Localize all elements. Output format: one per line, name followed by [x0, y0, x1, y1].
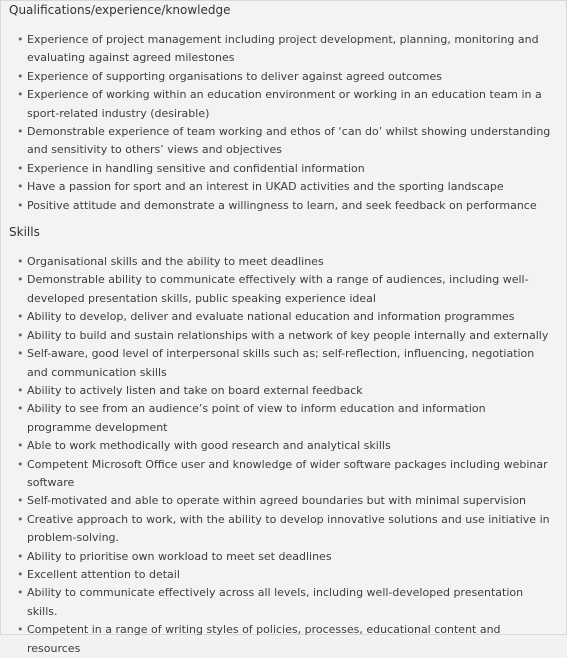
- bullet-icon: •: [17, 494, 24, 508]
- skill-item-text: Ability to actively listen and take on board external feedback: [27, 383, 363, 397]
- bullet-icon: •: [17, 88, 24, 102]
- qualification-item-text: Experience in handling sensitive and confidential information: [27, 161, 365, 175]
- bullet-icon: •: [17, 310, 24, 324]
- bullet-icon: •: [17, 586, 24, 600]
- skills-heading: Skills: [9, 225, 40, 240]
- skill-item-text: Organisational skills and the ability to meet deadlines: [27, 255, 324, 269]
- skill-item: [17, 456, 566, 493]
- qualification-item: [17, 178, 566, 196]
- bullet-icon: •: [17, 33, 24, 46]
- skill-item-text: Ability to develop, deliver and evaluate national education and information programmes: [27, 310, 515, 324]
- skill-item: [17, 584, 566, 621]
- skill-item: [17, 437, 566, 455]
- qualification-item: [17, 197, 566, 215]
- qualification-item-text: Experience of supporting organisations to deliver against agreed outcomes: [27, 69, 443, 83]
- skill-item: [17, 400, 566, 437]
- qualification-item-text: Experience of working within an education environment or working in an education team in a sport-related industry (desirable): [27, 88, 542, 120]
- bullet-icon: •: [17, 402, 24, 416]
- bullet-icon: •: [17, 439, 24, 453]
- bullet-icon: •: [17, 457, 24, 471]
- bullet-icon: •: [17, 198, 24, 212]
- bullet-icon: •: [17, 512, 24, 526]
- skill-item: [17, 382, 566, 400]
- bullet-icon: •: [17, 125, 24, 139]
- bullet-icon: •: [17, 69, 24, 83]
- skill-item: [17, 566, 566, 584]
- bullet-icon: •: [17, 255, 24, 269]
- skill-item-text: Excellent attention to detail: [27, 567, 180, 581]
- skill-item-text: Creative approach to work, with the ability to develop innovative solutions and use initiative in problem-solving.: [27, 512, 550, 545]
- qualification-item-text: Experience of project management including project development, planning, monitoring and evaluating against agreed milestones: [27, 33, 539, 65]
- skill-item-text: Ability to communicate effectively across all levels, including well-developed presentation skills.: [27, 586, 524, 618]
- skill-item-text: Self-motivated and able to operate within agreed boundaries but with minimal supervision: [27, 494, 527, 508]
- skill-item: [17, 621, 566, 658]
- qualification-item: [17, 86, 566, 123]
- skill-item-text: Demonstrable ability to communicate effectively with a range of audiences, including well-developed presentation skills, public speaking experience ideal: [27, 273, 529, 305]
- bullet-icon: •: [17, 273, 24, 287]
- bullet-icon: •: [17, 383, 24, 397]
- bullet-icon: •: [17, 161, 24, 175]
- skill-item: [17, 308, 566, 326]
- skill-item-text: Able to work methodically with good research and analytical skills: [27, 439, 391, 453]
- skills-list: [1, 253, 566, 658]
- bullet-icon: •: [17, 180, 24, 194]
- skill-item-text: Ability to prioritise own workload to meet set deadlines: [27, 549, 332, 563]
- skill-item-text: Competent Microsoft Office user and knowledge of wider software packages including webinar software: [27, 457, 548, 489]
- skill-item: [17, 492, 566, 510]
- skill-item-text: Ability to build and sustain relationships with a network of key people internally and externally: [27, 328, 549, 342]
- qualification-item: [17, 123, 566, 160]
- qualification-item: [17, 160, 566, 178]
- bullet-icon: •: [17, 347, 24, 361]
- skill-item: [17, 511, 566, 548]
- skill-item: [17, 253, 566, 271]
- qualification-item: [17, 68, 566, 86]
- qualification-item-text: Positive attitude and demonstrate a willingness to learn, and seek feedback on performance: [27, 198, 537, 212]
- qualifications-list: [1, 31, 566, 215]
- qualification-item-text: Demonstrable experience of team working and ethos of ‘can do’ whilst showing understanding and sensitivity to others’ views and objectives: [27, 125, 551, 157]
- bullet-icon: •: [17, 549, 24, 563]
- skill-item: [17, 271, 566, 308]
- skill-item: [17, 327, 566, 345]
- qualification-item: [17, 31, 566, 68]
- skill-item: [17, 345, 566, 382]
- skill-item-text: Self-aware, good level of interpersonal skills such as; self-reflection, influencing, negotiation and communication skills: [27, 347, 535, 379]
- skill-item: [17, 548, 566, 566]
- qualification-item-text: Have a passion for sport and an interest in UKAD activities and the sporting landscape: [27, 180, 504, 194]
- bullet-icon: •: [17, 623, 24, 637]
- bullet-icon: •: [17, 328, 24, 342]
- bullet-icon: •: [17, 567, 24, 581]
- qualifications-heading: Qualifications/experience/knowledge: [9, 3, 231, 17]
- skill-item-text: Competent in a range of writing styles of policies, processes, educational content and resources: [27, 623, 501, 655]
- skill-item-text: Ability to see from an audience’s point of view to inform education and information programme development: [27, 402, 486, 434]
